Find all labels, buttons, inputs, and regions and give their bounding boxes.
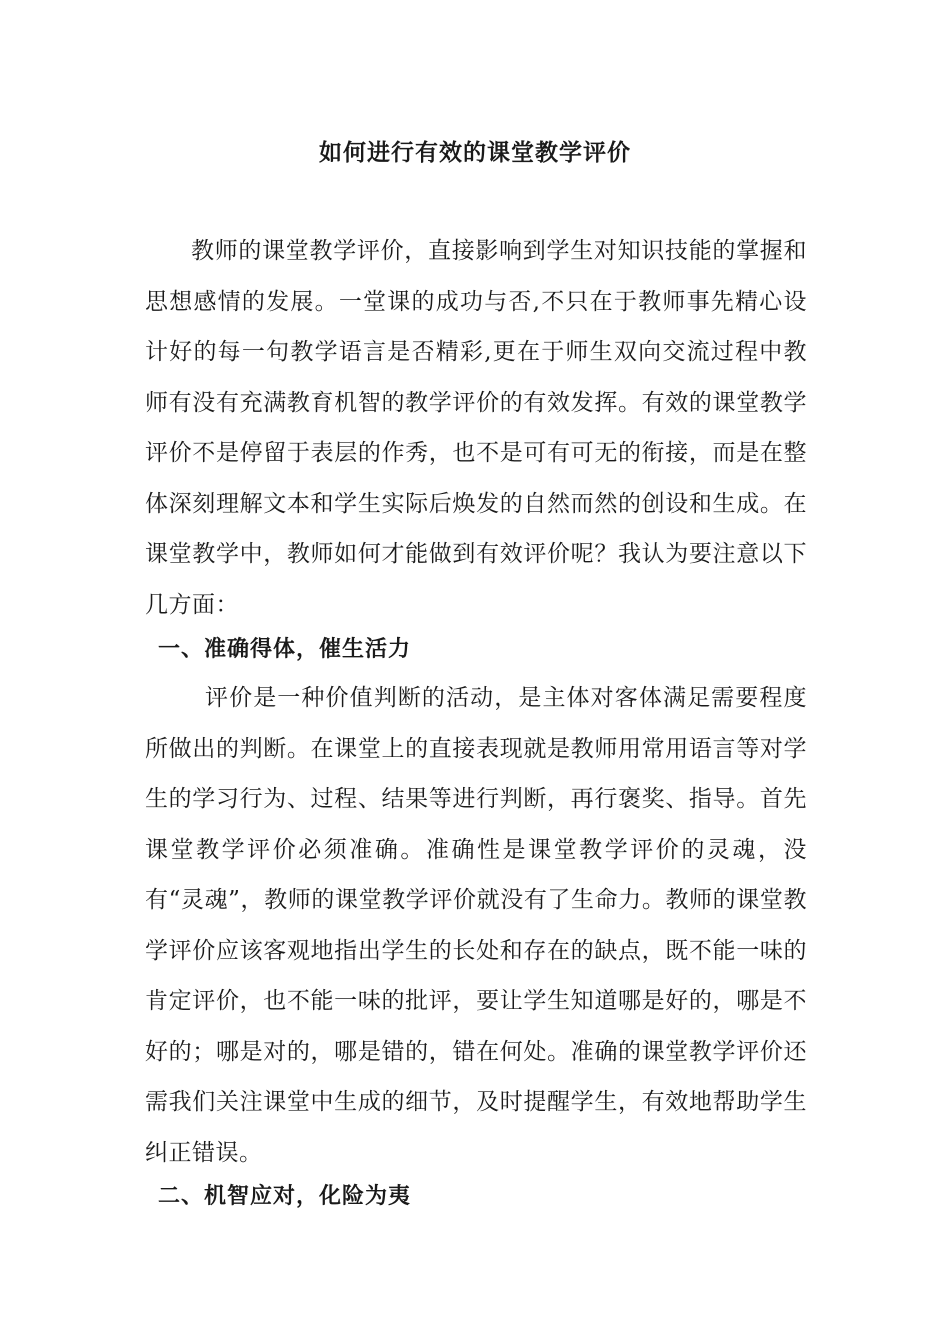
- document-title: 如何进行有效的课堂教学评价: [319, 139, 631, 166]
- intro-paragraph: 教师的课堂教学评价，直接影响到学生对知识技能的掌握和思想感情的发展。一堂课的成功与否,不只在于教师事先精心设计好的每一句教学语言是否精彩,更在于师生双向交流过程中教师有没有充满教育机智的教学评价的有效发挥。有效的课堂教学评价不是停留于表层的作秀，也不是可有可无的衔接，而是在整体深刻理解文本和学生实际后焕发的自然而然的创设和生成。在课堂教学中，教师如何才能做到有效评价呢？我认为要注意以下几方面：: [145, 238, 807, 618]
- section-1-paragraph: 评价是一种价值判断的活动，是主体对客体满足需要程度所做出的判断。在课堂上的直接表现就是教师用常用语言等对学生的学习行为、过程、结果等进行判断，再行褒奖、指导。首先课堂教学评价必须准确。准确性是课堂教学评价的灵魂，没有“灵魂”，教师的课堂教学评价就没有了生命力。教师的课堂教学评价应该客观地指出学生的长处和存在的缺点，既不能一味的肯定评价，也不能一味的批评，要让学生知道哪是好的，哪是不好的；哪是对的，哪是错的，错在何处。准确的课堂教学评价还需我们关注课堂中生成的细节，及时提醒学生，有效地帮助学生纠正错误。: [145, 685, 807, 1166]
- section-heading-2: 二、机智应对，化险为夷: [158, 1183, 412, 1209]
- section-heading-1: 一、准确得体，催生活力: [158, 636, 412, 662]
